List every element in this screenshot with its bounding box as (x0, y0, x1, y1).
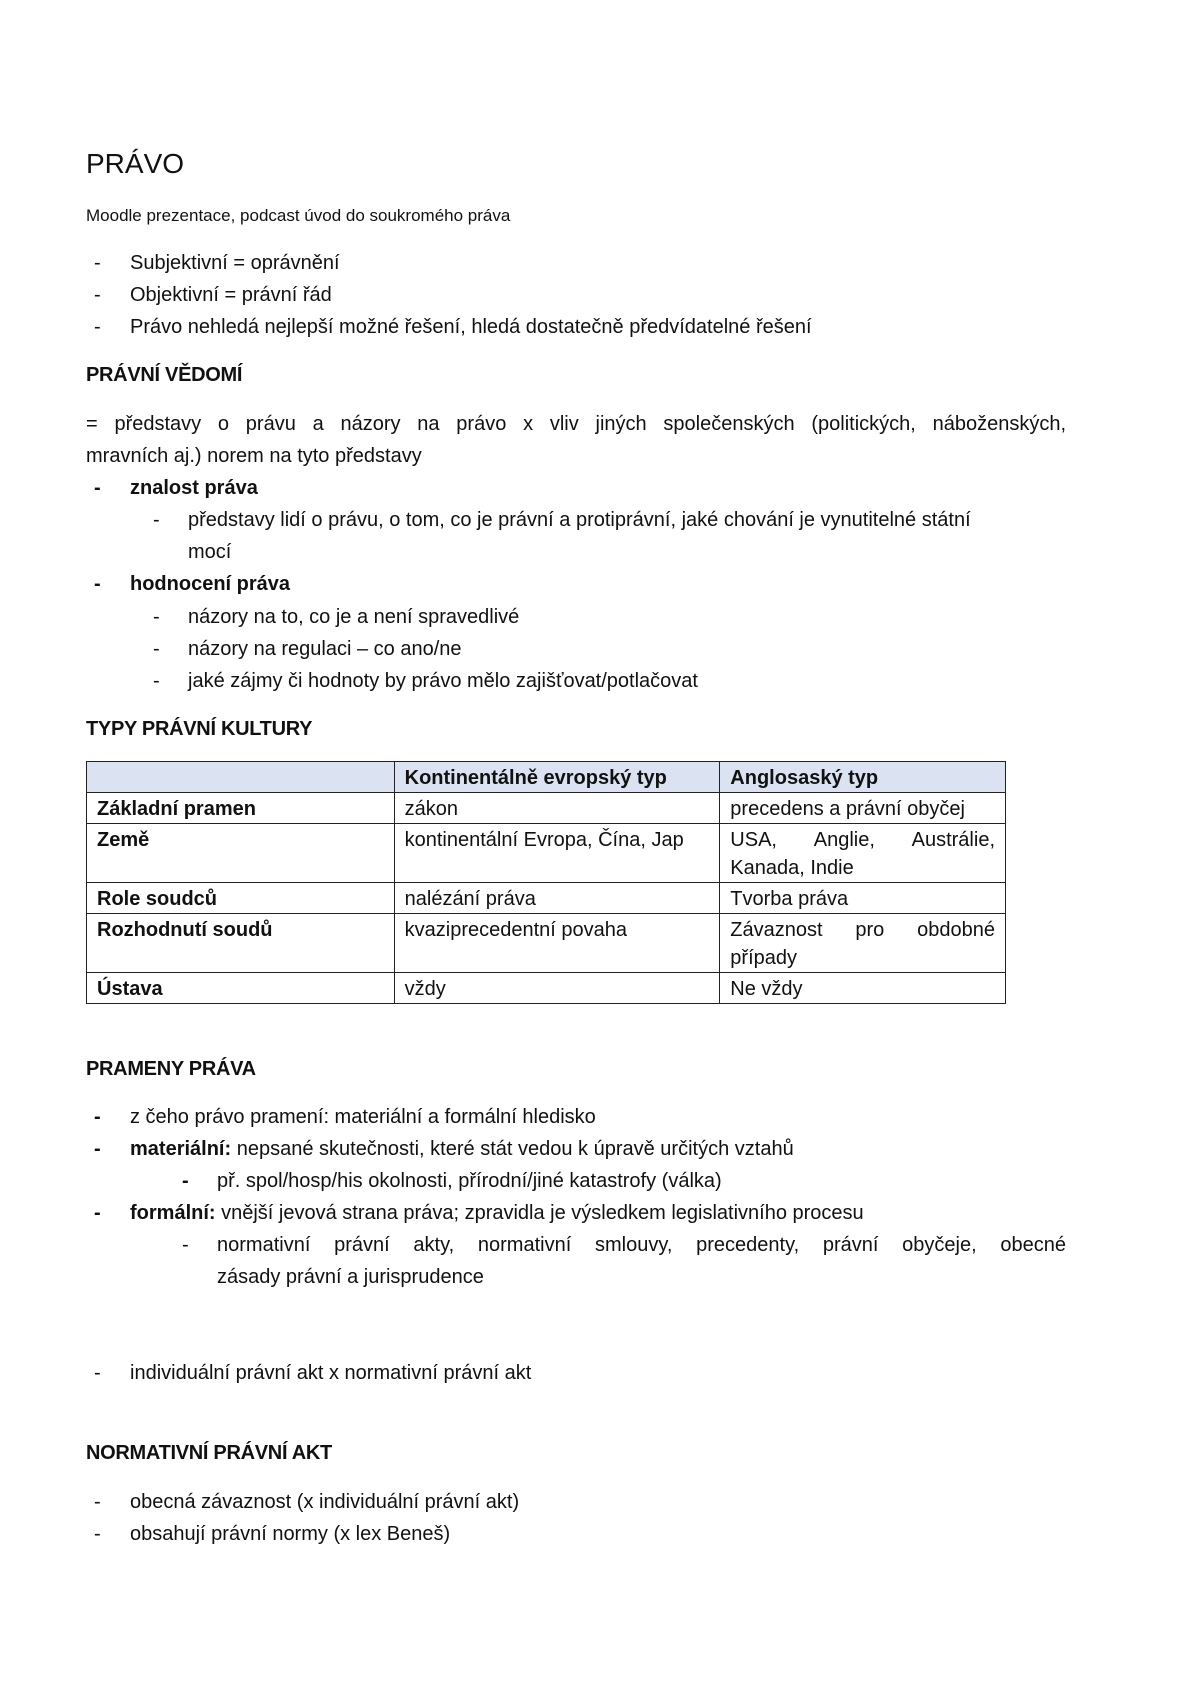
table-cell: nalézání práva (394, 883, 720, 914)
list-item-materialni (130, 1138, 794, 1161)
table-cell: precedens a právní obyčej (720, 793, 1006, 824)
row-label: Role soudců (87, 883, 395, 914)
table-row (87, 973, 1006, 1004)
bullet-dash: - (94, 477, 101, 499)
sub-list-item: názory na to, co je a není spravedlivé (188, 606, 520, 628)
term-text: nepsané skutečnosti, které stát vedou k úpravě určitých vztahů (231, 1138, 794, 1160)
list-item: individuální právní akt x normativní právní akt (130, 1362, 532, 1384)
sub-list-item: představy lidí o právu, o tom, co je právní a protiprávní, jaké chování je vynutitelné státní (188, 509, 971, 531)
table-header-cell (87, 762, 395, 793)
bullet-dash: - (182, 1170, 189, 1192)
list-item-formalni (130, 1202, 864, 1225)
term-label: materiální: (130, 1138, 232, 1160)
list-item: Subjektivní = oprávnění (130, 252, 340, 274)
sub-list-item: př. spol/hosp/his okolnosti, přírodní/jiné katastrofy (válka) (217, 1170, 722, 1192)
list-item: Právo nehledá nejlepší možné řešení, hledá dostatečně předvídatelné řešení (130, 316, 812, 338)
bullet-dash: - (153, 638, 160, 660)
bullet-dash: - (94, 1138, 101, 1160)
bullet-dash: - (182, 1234, 189, 1256)
bullet-dash: - (94, 1362, 101, 1384)
bullet-dash: - (94, 1491, 101, 1513)
list-item: obecná závaznost (x individuální právní akt) (130, 1491, 520, 1513)
sub-list-item: mocí (188, 541, 232, 563)
row-label: Rozhodnutí soudů (87, 914, 395, 973)
sub-list-item: normativní právní akty, normativní smlouvy, precedenty, právní obyčeje, obecné (217, 1234, 1066, 1256)
bullet-dash: - (94, 316, 101, 338)
row-label: Ústava (87, 973, 395, 1004)
term-label: formální: (130, 1202, 216, 1224)
table-cell: Tvorba práva (720, 883, 1006, 914)
bullet-dash: - (94, 1106, 101, 1128)
table-cell: zákon (394, 793, 720, 824)
cell-line: USA, Anglie, Austrálie, (730, 829, 995, 851)
row-label: Země (87, 824, 395, 883)
cell-line: Závaznost pro obdobné (730, 919, 995, 941)
table-header-cell: Kontinentálně evropský typ (394, 762, 720, 793)
list-item-znalost: znalost práva (130, 477, 258, 499)
row-label: Základní pramen (87, 793, 395, 824)
bullet-dash: - (94, 573, 101, 595)
bullet-dash: - (94, 284, 101, 306)
page-title: PRÁVO (86, 148, 185, 179)
table-row (87, 914, 1006, 973)
section-heading-vedomi: PRÁVNÍ VĚDOMÍ (86, 364, 243, 386)
sub-list-item: názory na regulaci – co ano/ne (188, 638, 462, 660)
table-row (87, 824, 1006, 883)
definition-line: = představy o právu a názory na právo x vliv jiných společenských (politických, náboženských, (86, 413, 1066, 435)
list-item: obsahují právní normy (x lex Beneš) (130, 1523, 451, 1545)
page-subtitle: Moodle prezentace, podcast úvod do soukromého práva (86, 206, 511, 225)
list-item: z čeho právo pramení: materiální a formální hledisko (130, 1106, 596, 1128)
table-header-cell: Anglosaský typ (720, 762, 1006, 793)
table-header-row (87, 762, 1006, 793)
table-row (87, 883, 1006, 914)
cell-line: Kanada, Indie (730, 857, 854, 879)
section-heading-kultury: TYPY PRÁVNÍ KULTURY (86, 718, 313, 740)
table-row (87, 793, 1006, 824)
section-heading-akt: NORMATIVNÍ PRÁVNÍ AKT (86, 1442, 332, 1464)
cell-line: případy (730, 947, 798, 969)
table-cell: vždy (394, 973, 720, 1004)
table-cell: Ne vždy (720, 973, 1006, 1004)
term-text: vnější jevová strana práva; zpravidla je výsledkem legislativního procesu (215, 1202, 864, 1224)
table-cell (720, 824, 1006, 883)
bullet-dash: - (94, 1523, 101, 1545)
definition-line: mravních aj.) norem na tyto představy (86, 445, 422, 467)
bullet-dash: - (94, 1202, 101, 1224)
culture-table (86, 761, 1006, 1004)
bullet-dash: - (94, 252, 101, 274)
bullet-dash: - (153, 606, 160, 628)
table-cell: kontinentální Evropa, Čína, Jap (394, 824, 720, 883)
bullet-dash: - (153, 670, 160, 692)
sub-list-item: zásady právní a jurisprudence (217, 1266, 484, 1288)
list-item: Objektivní = právní řád (130, 284, 332, 306)
section-heading-prameny: PRAMENY PRÁVA (86, 1058, 256, 1080)
table-cell: kvaziprecedentní povaha (394, 914, 720, 973)
bullet-dash: - (153, 509, 160, 531)
table-cell (720, 914, 1006, 973)
sub-list-item: jaké zájmy či hodnoty by právo mělo zajišťovat/potlačovat (188, 670, 698, 692)
list-item-hodnoceni: hodnocení práva (130, 573, 291, 595)
